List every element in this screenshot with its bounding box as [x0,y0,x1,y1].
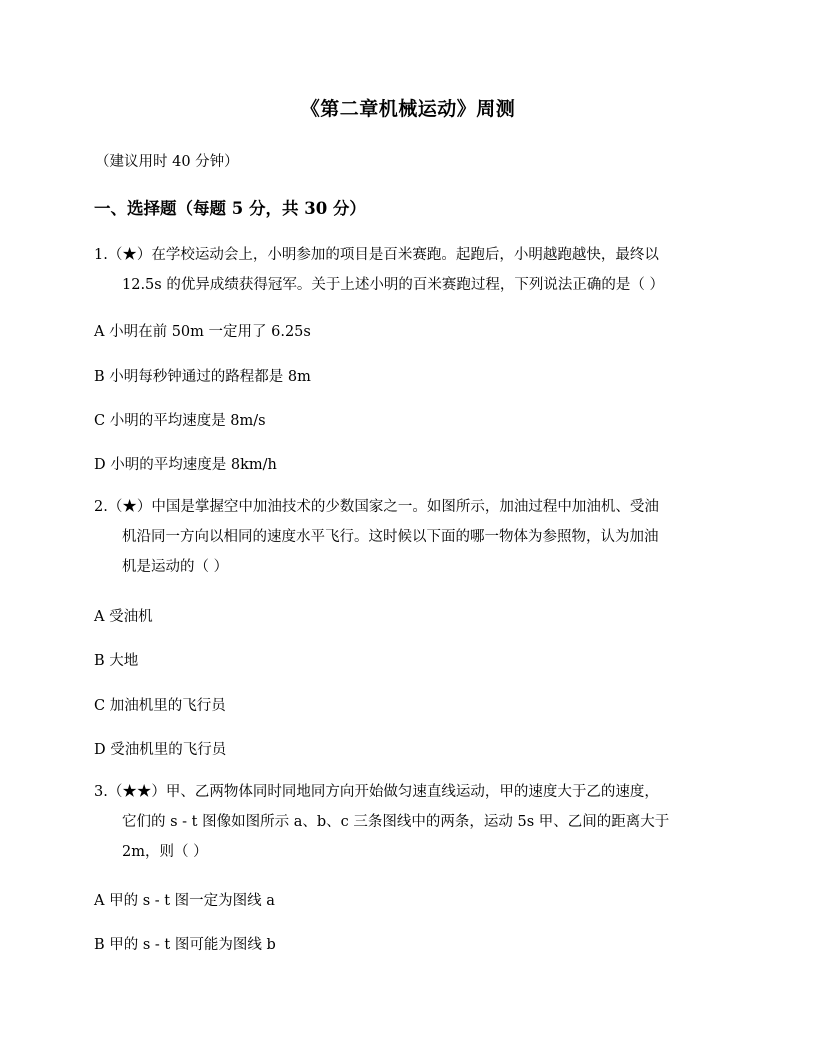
section-heading: 一、选择题（每题 5 分，共 30 分） [94,199,366,218]
question-1-option-d: D 小明的平均速度是 8km/h [94,457,277,473]
time-note: （建议用时 40 分钟） [95,154,239,170]
question-2-option-a: A 受油机 [94,609,153,625]
question-2-option-c: C 加油机里的飞行员 [94,698,226,714]
page-title: 《第二章机械运动》周测 [300,98,516,120]
question-3-line-1: 3.（★★）甲、乙两物体同时同地同方向开始做匀速直线运动，甲的速度大于乙的速度， [94,784,659,800]
question-2-line-3: 机是运动的（ ） [122,559,229,575]
question-3-line-2: 它们的 s - t 图像如图所示 a、b、c 三条图线中的两条，运动 5s 甲、乙间的距离大于 [122,814,670,830]
question-2 [94,492,734,582]
question-1-line-2: 12.5s 的优异成绩获得冠军。关于上述小明的百米赛跑过程，下列说法正确的是（ ） [122,277,664,293]
question-3-option-a: A 甲的 s - t 图一定为图线 a [94,893,275,909]
question-2-option-b: B 大地 [94,653,139,669]
question-1-option-c: C 小明的平均速度是 8m/s [94,413,266,429]
question-2-line-1: 2.（★）中国是掌握空中加油技术的少数国家之一。如图所示，加油过程中加油机、受油 [94,499,659,515]
question-2-option-d: D 受油机里的飞行员 [94,742,227,758]
question-3-line-3: 2m，则（ ） [122,844,208,860]
question-1-option-b: B 小明每秒钟通过的路程都是 8m [94,369,311,385]
question-1-line-1: 1.（★）在学校运动会上，小明参加的项目是百米赛跑。起跑后，小明越跑越快，最终以 [94,247,659,263]
question-1 [94,240,734,300]
question-3-option-b: B 甲的 s - t 图可能为图线 b [94,937,276,953]
question-2-line-2: 机沿同一方向以相同的速度水平飞行。这时候以下面的哪一物体为参照物，认为加油 [122,529,659,545]
question-1-option-a: A 小明在前 50m 一定用了 6.25s [94,324,311,340]
question-3 [94,777,734,867]
